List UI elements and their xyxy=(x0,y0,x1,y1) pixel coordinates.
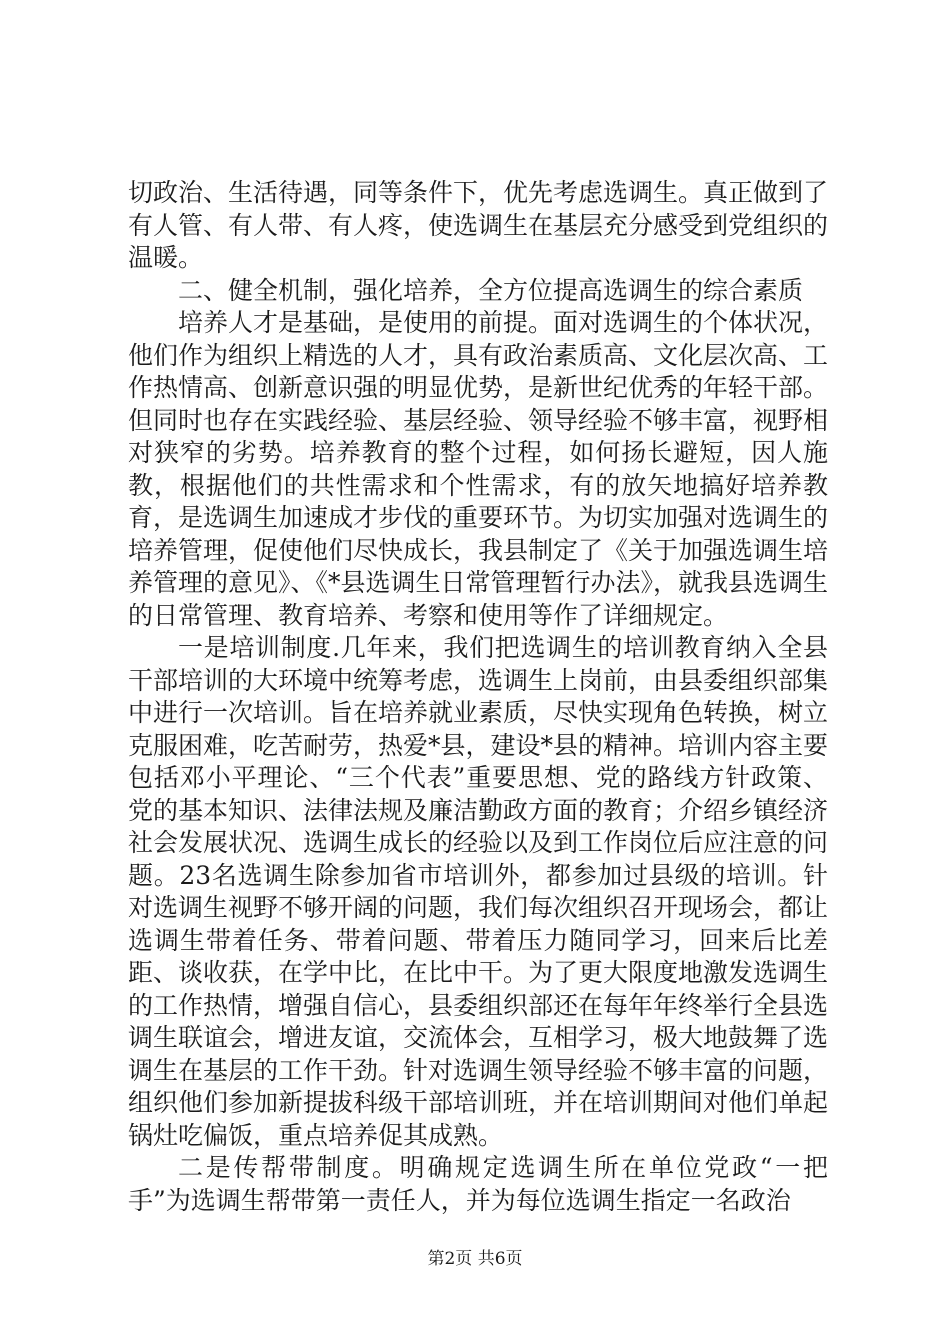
paragraph-training-basis: 培养人才是基础，是使用的前提。面对选调生的个体状况，他们作为组织上精选的人才，具有政治素质高、文化层次高、工作热情高、创新意识强的明显优势，是新世纪优秀的年轻干部。但同时也存在实践经验、基层经验、领导经验不够丰富，视野相对狭窄的劣势。培养教育的整个过程，如何扬长避短，因人施教，根据他们的共性需求和个性需求，有的放矢地搞好培养教育，是选调生加速成才步伐的重要环节。为切实加强对选调生的培养管理，促使他们尽快成长，我县制定了《关于加强选调生培养管理的意见》、《*县选调生日常管理暂行办法》，就我县选调生的日常管理、教育培养、考察和使用等作了详细规定。 xyxy=(128,308,829,630)
document-body xyxy=(128,177,828,1217)
paragraph-continuation: 切政治、生活待遇，同等条件下，优先考虑选调生。真正做到了有人管、有人带、有人疼，使选调生在基层充分感受到党组织的温暖。 xyxy=(128,178,829,272)
page-footer: 第2页 共6页 xyxy=(427,1249,523,1269)
paragraph-training-system: 一是培训制度.几年来，我们把选调生的培训教育纳入全县干部培训的大环境中统筹考虑，选调生上岗前，由县委组织部集中进行一次培训。旨在培养就业素质，尽快实现角色转换，树立克服困难，吃苦耐劳，热爱*县，建设*县的精神。培训内容主要包括邓小平理论、“三个代表”重要思想、党的路线方针政策、党的基本知识、法律法规及廉洁勤政方面的教育；介绍乡镇经济社会发展状况、选调生成长的经验以及到工作岗位后应注意的问题。23名选调生除参加省市培训外，都参加过县级的培训。针对选调生视野不够开阔的问题，我们每次组织召开现场会，都让选调生带着任务、带着问题、带着压力随同学习，回来后比差距、谈收获，在学中比，在比中干。为了更大限度地激发选调生的工作热情，增强自信心，县委组织部还在每年年终举行全县选调生联谊会，增进友谊，交流体会，互相学习，极大地鼓舞了选调生在基层的工作干劲。针对选调生领导经验不够丰富的问题，组织他们参加新提拔科级干部培训班，并在培训期间对他们单起锅灶吃偏饭，重点培养促其成熟。 xyxy=(128,633,829,1150)
paragraph-mentoring-system: 二是传帮带制度。明确规定选调生所在单位党政“一把手”为选调生帮带第一责任人，并为每位选调生指定一名政治 xyxy=(128,1153,828,1215)
section-heading: 二、健全机制，强化培养，全方位提高选调生的综合素质 xyxy=(178,275,804,305)
